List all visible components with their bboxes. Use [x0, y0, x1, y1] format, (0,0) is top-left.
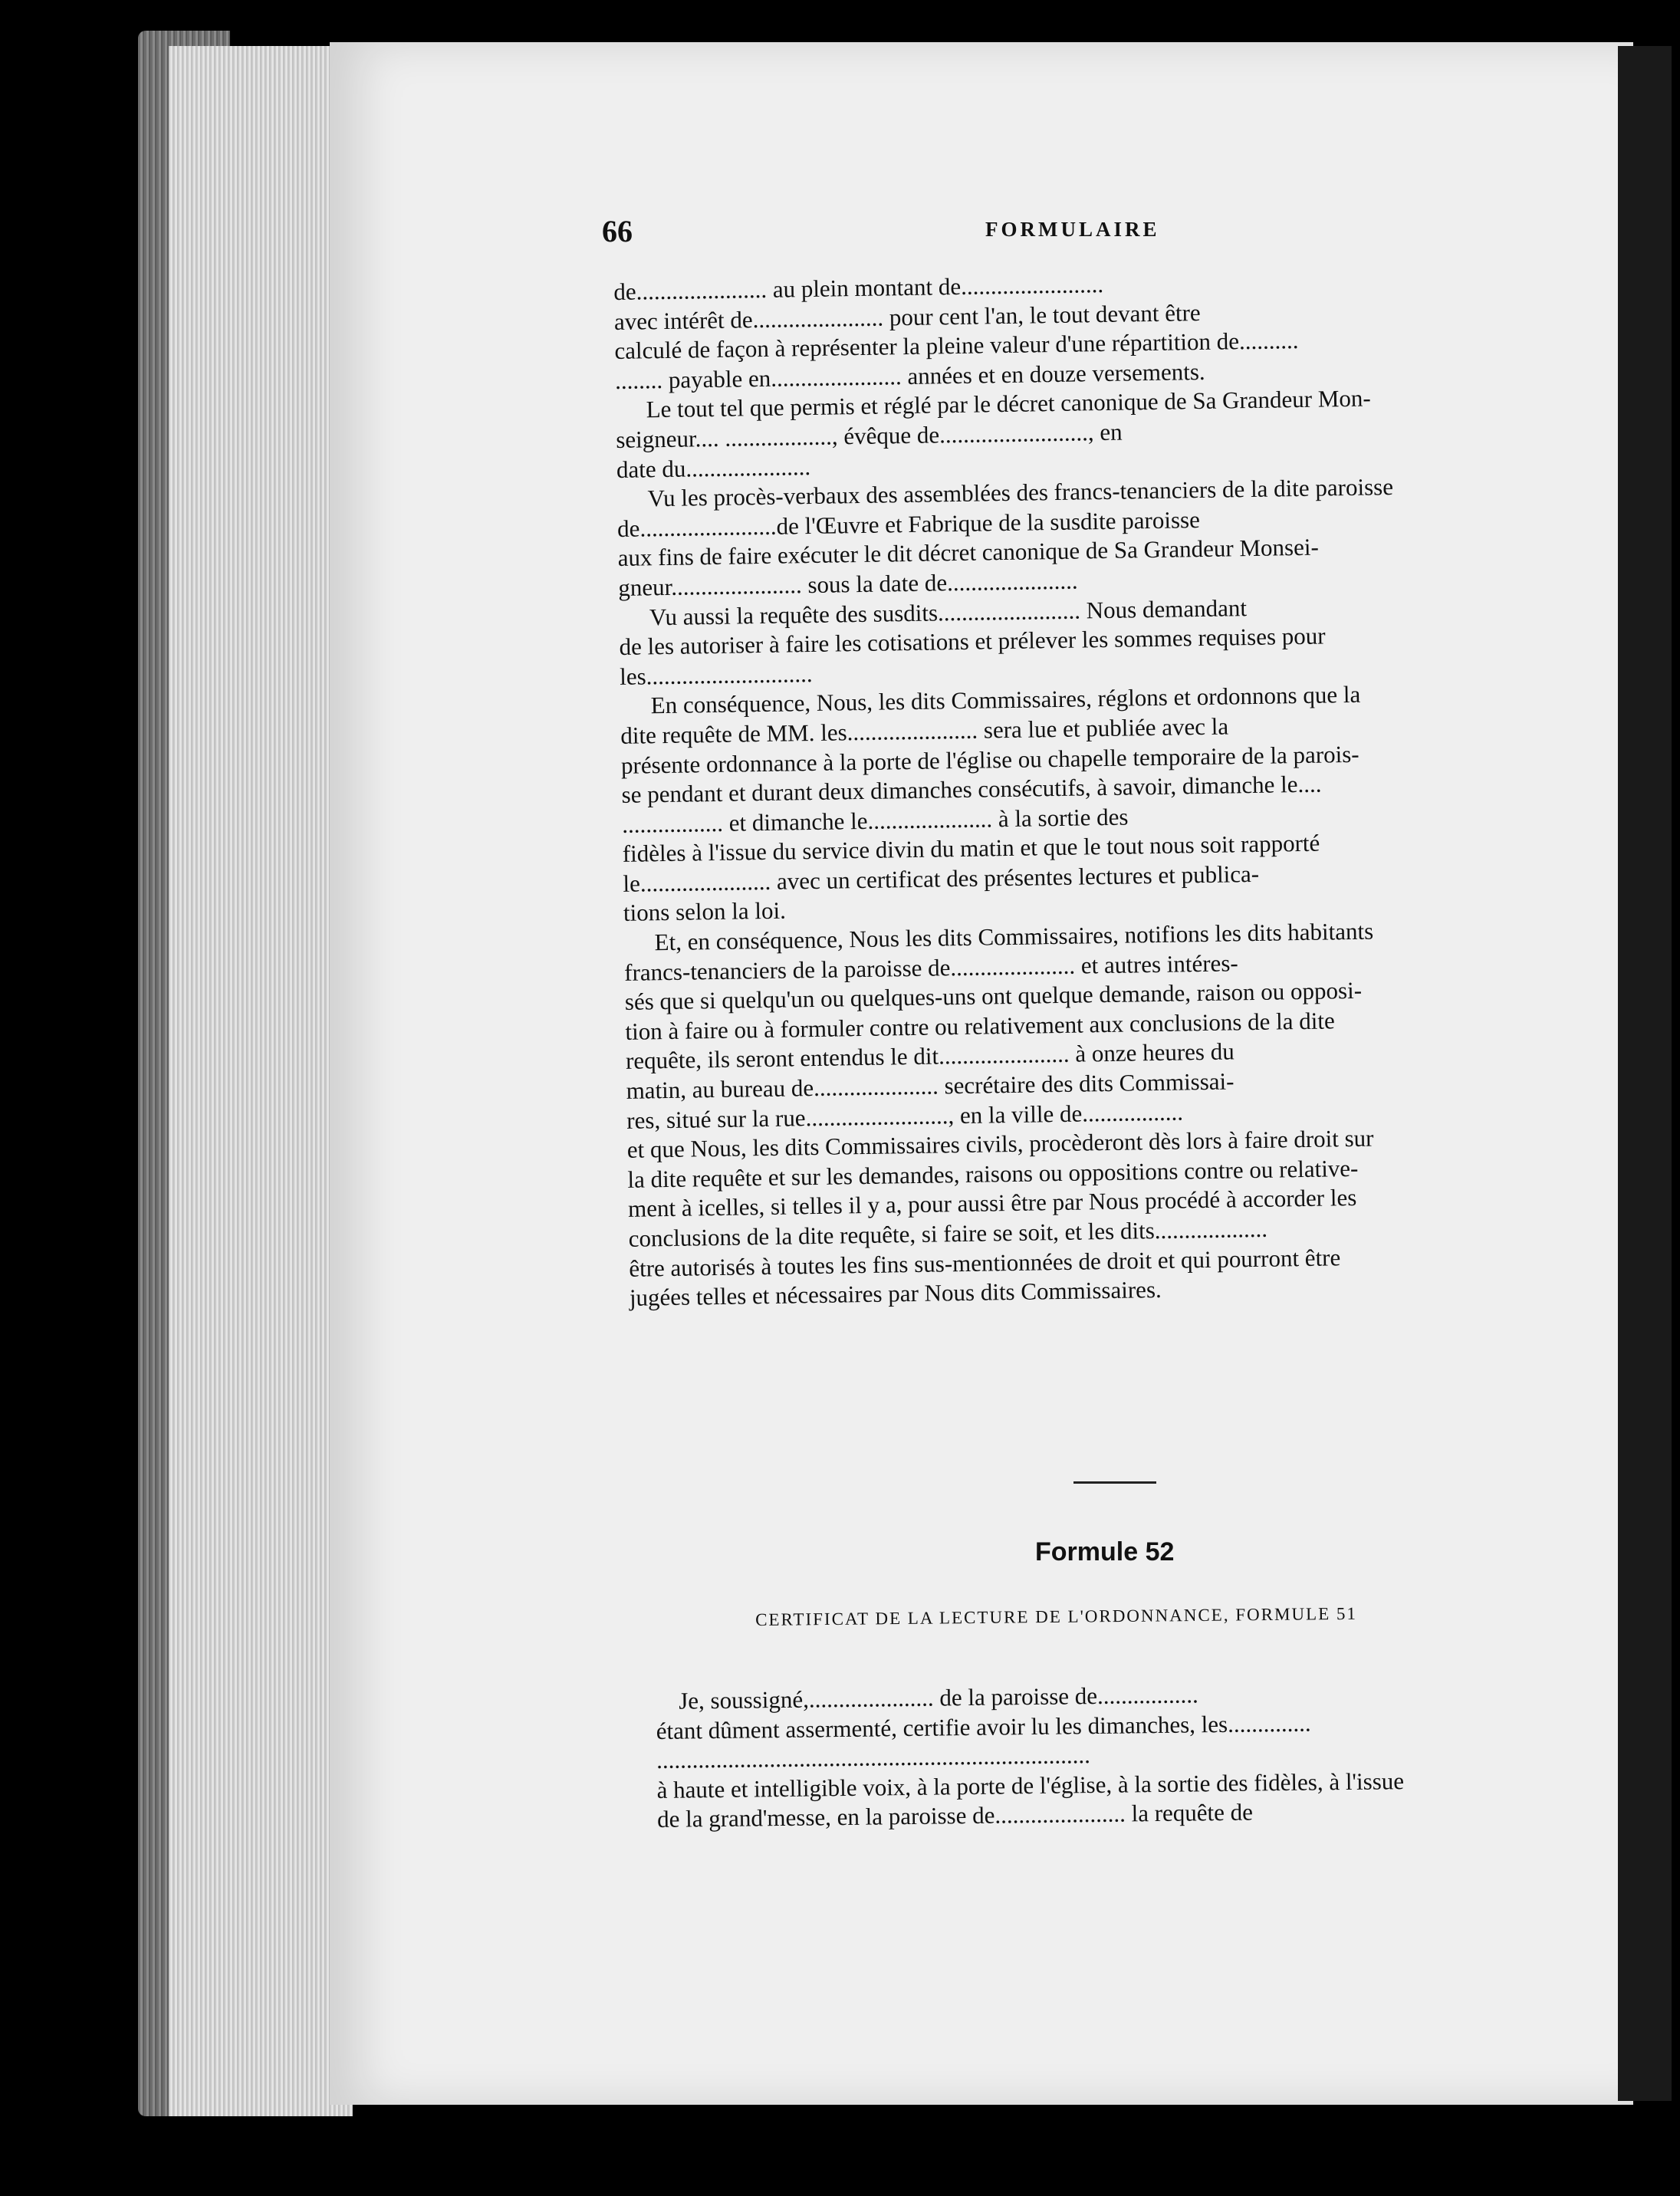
text-line: et que Nous, les dits Commissaires civils, procèderont dès lors à faire droit sur [626, 1124, 1374, 1164]
text-line: date du..................... [616, 452, 811, 483]
text-line: gneur...................... sous la date de...................... [618, 567, 1078, 601]
text-line: tions selon la loi. [623, 897, 787, 927]
text-line: les............................ [619, 659, 813, 690]
page-number: 66 [602, 214, 633, 248]
certificate-line: ......................................................................... [656, 1741, 1091, 1774]
text-line: jugées telles et nécessaires par Nous dits Commissaires. [629, 1276, 1162, 1312]
section-divider [1073, 1481, 1156, 1484]
certificate-line: à haute et intelligible voix, à la porte de l'église, à la sortie des fidèles, à l'issue [656, 1767, 1405, 1803]
certificate-line: étant dûment assermenté, certifie avoir lu les dimanches, les.............. [656, 1709, 1311, 1744]
text-line: dite requête de MM. les...................... sera lue et publiée avec la [620, 712, 1229, 749]
text-line: Vu les procès-verbaux des assemblées des francs-tenanciers de la dite paroisse [647, 473, 1394, 512]
text-line: seigneur.... .................., évêque de........................., en [616, 418, 1123, 453]
ordinance-body-text [613, 263, 1573, 1313]
text-line: de.......................de l'Œuvre et Fabrique de la susdite paroisse [616, 505, 1201, 542]
text-line: requête, ils seront entendus le dit...................... à onze heures du [625, 1037, 1235, 1075]
text-line: En conséquence, Nous, les dits Commissaires, réglons et ordonnons que la [650, 681, 1361, 719]
text-line: ................. et dimanche le..................... à la sortie des [621, 803, 1129, 838]
text-line: Et, en conséquence, Nous les dits Commissaires, notifions les dits habitants [654, 917, 1374, 956]
text-line: être autorisés à toutes les fins sus-mentionnées de droit et qui pourront être [629, 1243, 1341, 1282]
text-line: conclusions de la dite requête, si faire se soit, et les dits................... [628, 1215, 1268, 1252]
text-line: aux fins de faire exécuter le dit décret canonique de Sa Grandeur Monsei- [617, 533, 1320, 572]
text-line: le...................... avec un certificat des présentes lectures et publica- [623, 860, 1260, 897]
text-line: calculé de façon à représenter la pleine valeur d'une répartition de.......... [614, 327, 1299, 365]
text-line: la dite requête et sur les demandes, raisons ou oppositions contre ou relative- [627, 1154, 1359, 1193]
text-line: res, situé sur la rue........................, en la ville de................. [626, 1098, 1184, 1134]
text-line: de les autoriser à faire les cotisations et prélever les sommes requises pour [619, 622, 1326, 661]
text-line: Vu aussi la requête des susdits........................ Nous demandant [649, 593, 1248, 630]
text-line: fidèles à l'issue du service divin du matin et que le tout nous soit rapporté [622, 829, 1320, 868]
text-line: avec intérêt de...................... pour cent l'an, le tout devant être [613, 298, 1201, 335]
text-line: francs-tenanciers de la paroisse de..................... et autres intéres- [623, 948, 1238, 986]
text-line: se pendant et durant deux dimanches consécutifs, à savoir, dimanche le.... [621, 770, 1322, 809]
text-line: Le tout tel que permis et réglé par le décret canonique de Sa Grandeur Mon- [646, 384, 1371, 423]
certificate-line: de la grand'messe, en la paroisse de...................... la requête de [656, 1798, 1254, 1833]
right-shadow [1618, 46, 1672, 2101]
certificate-line: Je, soussigné,..................... de la paroisse de................. [679, 1681, 1199, 1714]
certificate-body-text [656, 1675, 1593, 1835]
running-head: FORMULAIRE [985, 218, 1160, 241]
text-line: matin, au bureau de..................... secrétaire des dits Commissai- [626, 1067, 1235, 1104]
text-line: sés que si quelqu'un ou quelques-uns ont quelque demande, raison ou opposi- [624, 977, 1363, 1016]
text-line: présente ordonnance à la porte de l'église ou chapelle temporaire de la parois- [620, 740, 1359, 779]
text-line: ........ payable en...................... années et en douze versements. [614, 357, 1205, 394]
formula-title: Formule 52 [1035, 1537, 1175, 1566]
page-edges [169, 46, 353, 2116]
certificate-title: CERTIFICAT DE LA LECTURE DE L'ORDONNANCE, FORMULE 51 [755, 1603, 1358, 1629]
text-line: ment à icelles, si telles il y a, pour aussi être par Nous procédé à accorder les [627, 1184, 1357, 1223]
text-line: de...................... au plein montant de........................ [613, 270, 1104, 305]
text-line: tion à faire ou à formuler contre ou relativement aux conclusions de la dite [625, 1007, 1335, 1045]
